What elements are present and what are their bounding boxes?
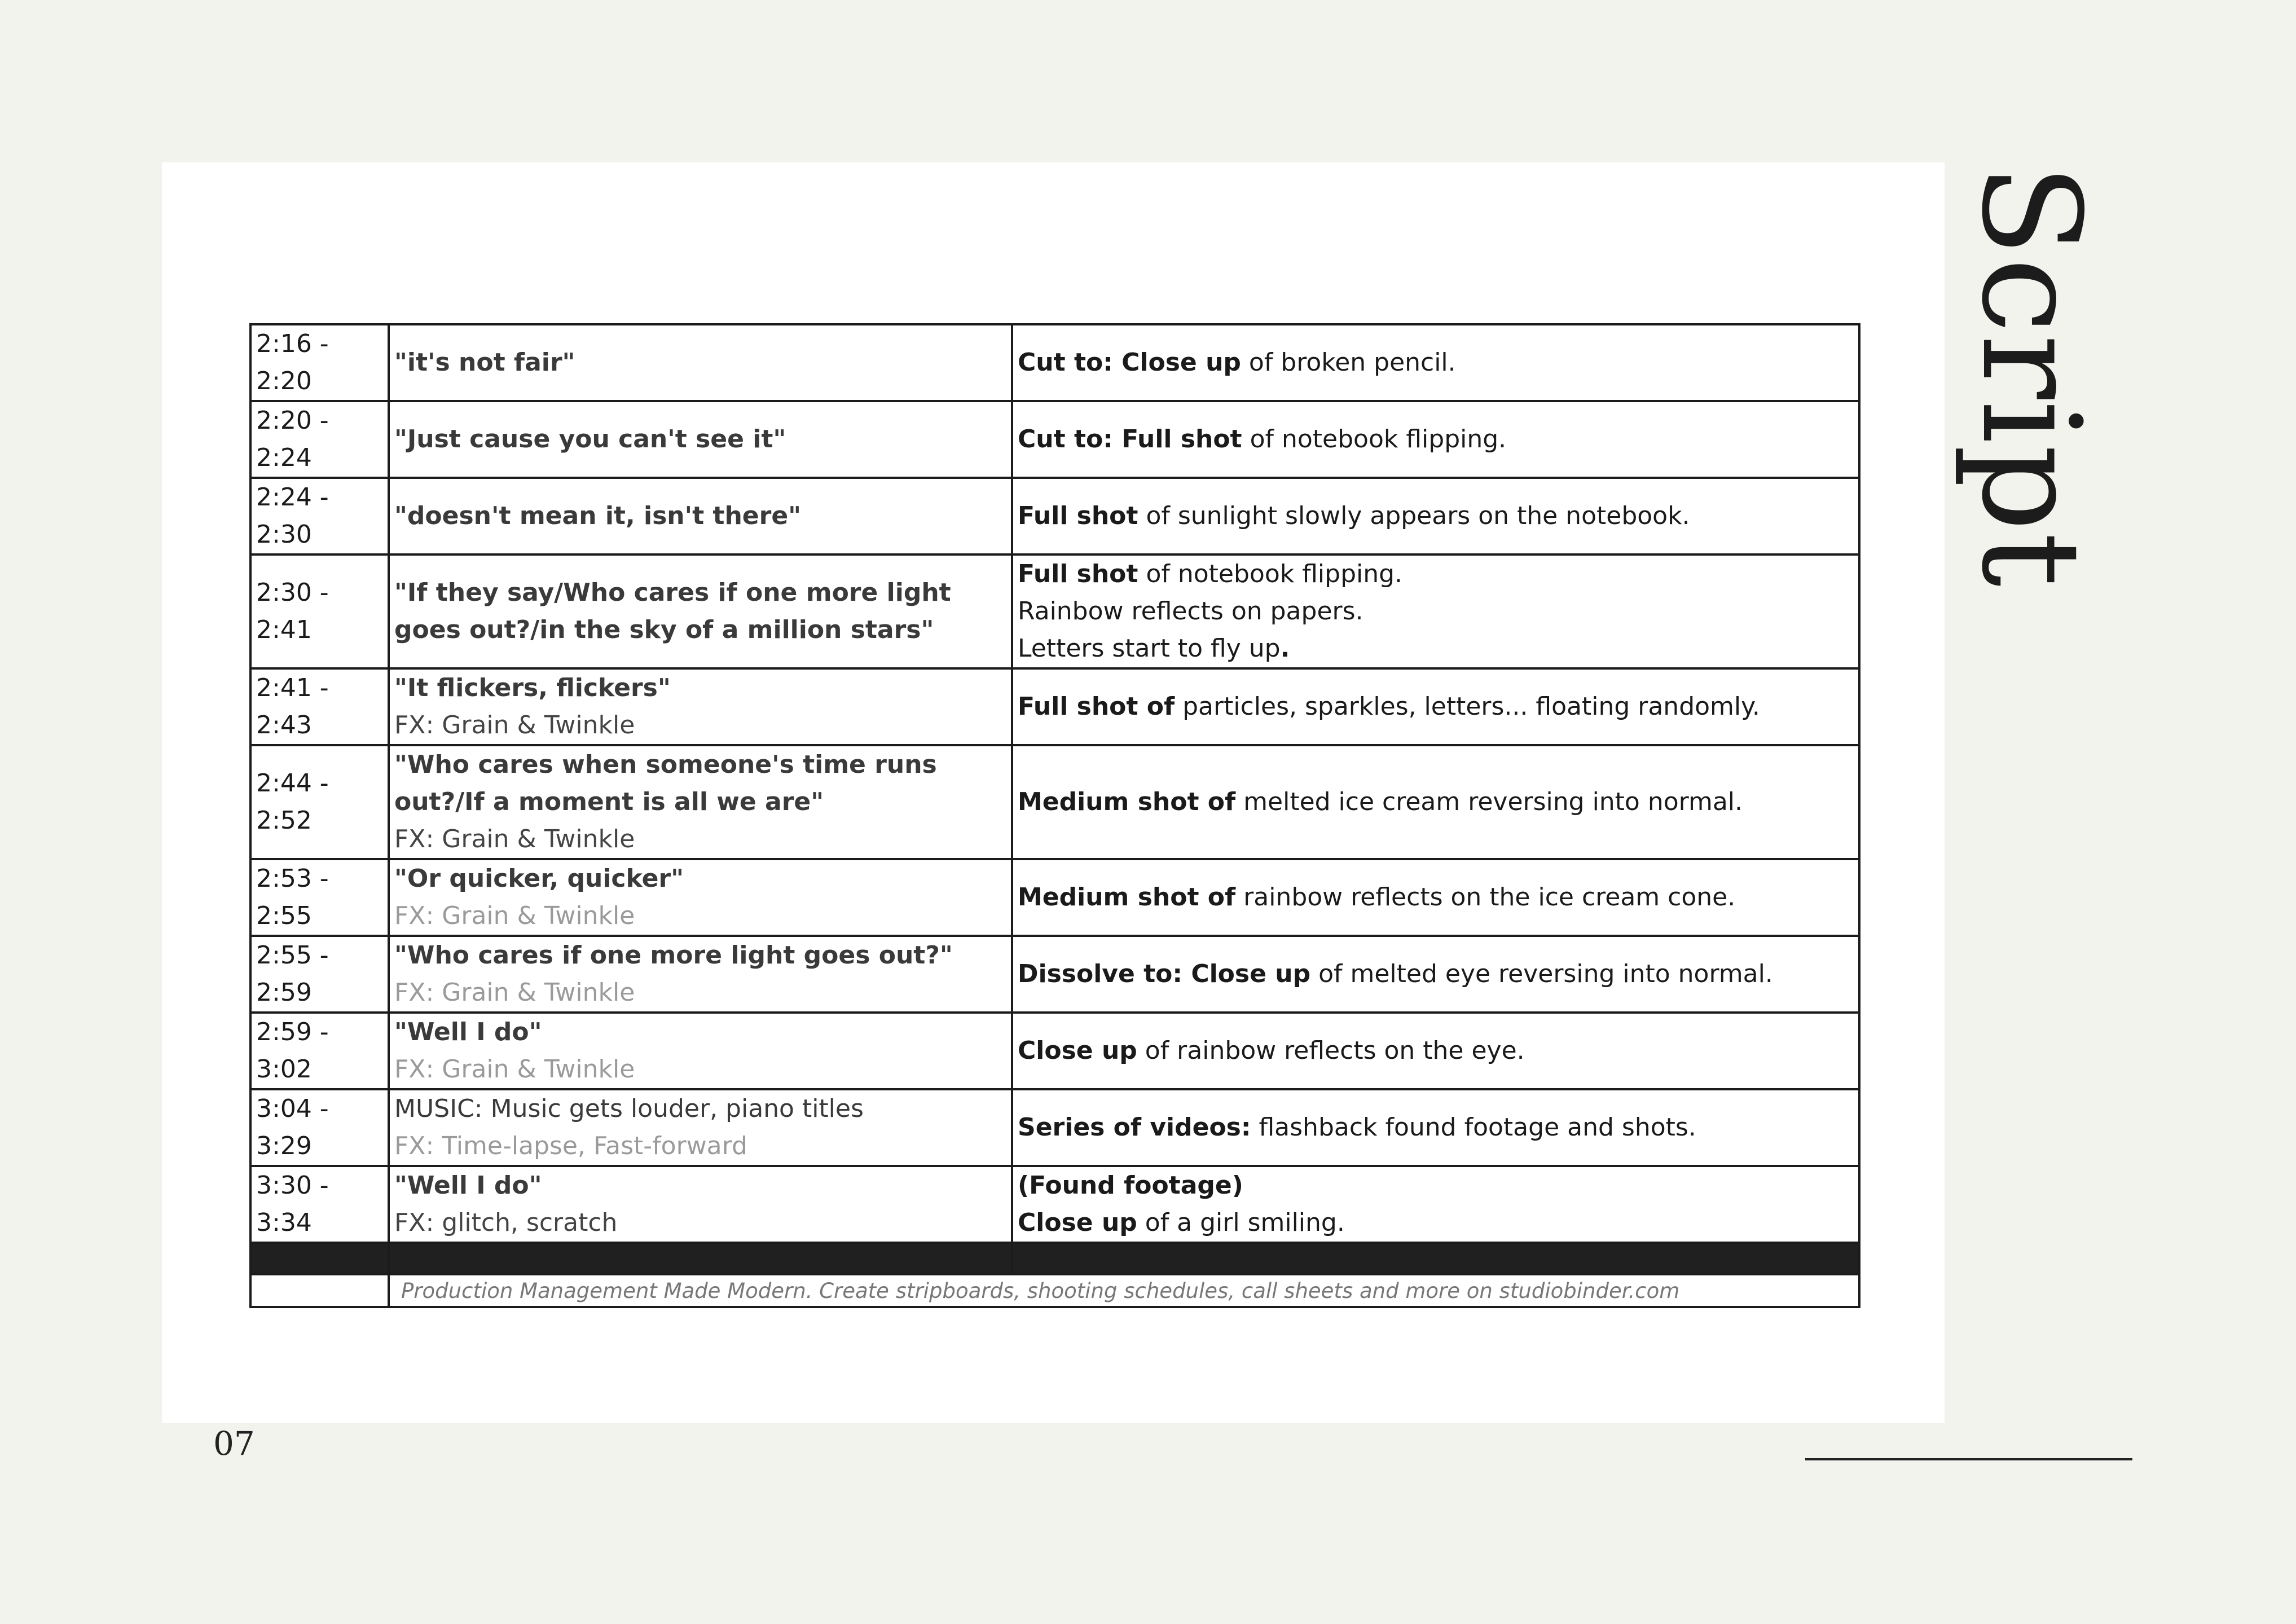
shot-cell xyxy=(1012,1013,1859,1089)
shot-line xyxy=(1018,1032,1854,1070)
lyric-cell xyxy=(389,745,1012,859)
divider-cell xyxy=(389,1243,1012,1274)
shot-type: Full shot of xyxy=(1018,692,1175,721)
fx-note: FX: Grain & Twinkle xyxy=(394,825,635,853)
shot-description: rainbow reflects on the ice cream cone. xyxy=(1235,883,1736,912)
shot-cell xyxy=(1012,668,1859,745)
table-divider-row xyxy=(250,1243,1859,1274)
time-cell: 2:16 - 2:20 xyxy=(250,324,389,401)
table-row xyxy=(250,668,1859,745)
time-cell: 2:53 - 2:55 xyxy=(250,859,389,936)
shot-description: melted ice cream reversing into normal. xyxy=(1235,787,1743,816)
shot-cell xyxy=(1012,745,1859,859)
lyric-quote: "Well I do" xyxy=(394,1171,542,1200)
footer-cell xyxy=(389,1274,1859,1307)
script-table xyxy=(249,323,1860,1308)
shot-line xyxy=(1018,1204,1854,1242)
shot-cell xyxy=(1012,324,1859,401)
shot-type: Full shot xyxy=(1018,501,1138,530)
shot-line xyxy=(1018,1109,1854,1146)
table-row xyxy=(250,936,1859,1013)
shot-type: Dissolve to: Close up xyxy=(1018,960,1311,988)
lyric-quote: "It flickers, flickers" xyxy=(394,674,671,702)
table-row xyxy=(250,745,1859,859)
shot-description: flashback found footage and shots. xyxy=(1251,1113,1696,1142)
shot-line xyxy=(1018,688,1854,725)
shot-type: Medium shot of xyxy=(1018,787,1236,816)
time-cell: 2:44 - 2:52 xyxy=(250,745,389,859)
lyric-quote: "If they say/Who cares if one more light goes out?/in the sky of a million stars" xyxy=(394,578,951,644)
table-row xyxy=(250,478,1859,554)
table-row xyxy=(250,1013,1859,1089)
shot-line xyxy=(1018,593,1854,630)
divider-cell xyxy=(1012,1243,1859,1274)
shot-type: Close up xyxy=(1018,1208,1137,1237)
lyric-cell xyxy=(389,936,1012,1013)
shot-type: Cut to: Close up xyxy=(1018,348,1241,377)
time-cell: 3:30 - 3:34 xyxy=(250,1166,389,1243)
table-row xyxy=(250,554,1859,668)
fx-note: FX: Time-lapse, Fast-forward xyxy=(394,1132,747,1160)
shot-type: Medium shot of xyxy=(1018,883,1236,912)
shot-cell xyxy=(1012,401,1859,478)
lyric-cell xyxy=(389,401,1012,478)
fx-note: FX: Grain & Twinkle xyxy=(394,1055,635,1084)
lyric-quote: "Who cares when someone's time runs out?/If a moment is all we are" xyxy=(394,750,937,816)
shot-description: Letters start to fly up xyxy=(1018,634,1281,663)
table-row xyxy=(250,859,1859,936)
page-title: Script xyxy=(1952,164,2110,588)
lyric-cell xyxy=(389,1089,1012,1166)
shot-cell xyxy=(1012,1166,1859,1243)
shot-line xyxy=(1018,1167,1854,1204)
time-cell: 3:04 - 3:29 xyxy=(250,1089,389,1166)
time-cell: 2:24 - 2:30 xyxy=(250,478,389,554)
shot-description: of notebook flipping. xyxy=(1138,560,1403,588)
shot-cell xyxy=(1012,859,1859,936)
studiobinder-footer-text: Production Management Made Modern. Create stripboards, shooting schedules, call sheets and more on studiobinder.com xyxy=(401,1279,1680,1303)
shot-description-mark: . xyxy=(1280,634,1290,663)
time-cell: 2:59 - 3:02 xyxy=(250,1013,389,1089)
lyric-cell xyxy=(389,1166,1012,1243)
lyric-quote: "it's not fair" xyxy=(394,348,575,377)
shot-line xyxy=(1018,556,1854,593)
lyric-cell xyxy=(389,324,1012,401)
divider-cell xyxy=(250,1243,389,1274)
shot-line xyxy=(1018,421,1854,458)
shot-type: Close up xyxy=(1018,1036,1137,1065)
time-cell: 2:30 - 2:41 xyxy=(250,554,389,668)
shot-description: of sunlight slowly appears on the notebook. xyxy=(1138,501,1690,530)
script-table-body xyxy=(250,324,1859,1243)
table-row xyxy=(250,324,1859,401)
lyric-quote: "doesn't mean it, isn't there" xyxy=(394,501,802,530)
time-cell: 2:41 - 2:43 xyxy=(250,668,389,745)
shot-description: of a girl smiling. xyxy=(1137,1208,1345,1237)
lyric-cell xyxy=(389,554,1012,668)
lyric-cell xyxy=(389,668,1012,745)
table-row xyxy=(250,1089,1859,1166)
shot-line xyxy=(1018,630,1854,667)
shot-cell xyxy=(1012,478,1859,554)
shot-description: particles, sparkles, letters... floating randomly. xyxy=(1175,692,1760,721)
shot-line xyxy=(1018,784,1854,821)
shot-description: of rainbow reflects on the eye. xyxy=(1137,1036,1525,1065)
page-number: 07 xyxy=(213,1424,255,1463)
lyric-cell xyxy=(389,1013,1012,1089)
fx-note: FX: Grain & Twinkle xyxy=(394,978,635,1007)
shot-description: of melted eye reversing into normal. xyxy=(1310,960,1773,988)
lyric-cell xyxy=(389,859,1012,936)
lyric-quote: "Well I do" xyxy=(394,1018,542,1046)
shot-line xyxy=(1018,956,1854,993)
time-cell: 2:55 - 2:59 xyxy=(250,936,389,1013)
music-note: MUSIC: Music gets louder, piano titles xyxy=(394,1094,864,1123)
shot-line xyxy=(1018,879,1854,916)
shot-type: Full shot xyxy=(1018,560,1138,588)
lyric-quote: "Or quicker, quicker" xyxy=(394,864,684,893)
shot-type: (Found footage) xyxy=(1018,1171,1243,1200)
lyric-cell xyxy=(389,478,1012,554)
table-footer-row xyxy=(250,1274,1859,1307)
shot-cell xyxy=(1012,554,1859,668)
time-cell: 2:20 - 2:24 xyxy=(250,401,389,478)
lyric-quote: "Who cares if one more light goes out?" xyxy=(394,941,953,970)
shot-line xyxy=(1018,344,1854,381)
shot-description: Rainbow reflects on papers. xyxy=(1018,597,1363,626)
shot-description: of notebook flipping. xyxy=(1242,425,1507,454)
shot-type: Cut to: Full shot xyxy=(1018,425,1242,454)
fx-note: FX: glitch, scratch xyxy=(394,1208,618,1237)
lyric-quote: "Just cause you can't see it" xyxy=(394,425,786,454)
fx-note: FX: Grain & Twinkle xyxy=(394,711,635,740)
fx-note: FX: Grain & Twinkle xyxy=(394,901,635,930)
shot-type: Series of videos: xyxy=(1018,1113,1251,1142)
table-row xyxy=(250,401,1859,478)
shot-line xyxy=(1018,498,1854,535)
shot-cell xyxy=(1012,1089,1859,1166)
footer-empty-cell xyxy=(250,1274,389,1307)
shot-cell xyxy=(1012,936,1859,1013)
table-row xyxy=(250,1166,1859,1243)
shot-description: of broken pencil. xyxy=(1241,348,1456,377)
footer-rule xyxy=(1805,1458,2132,1460)
